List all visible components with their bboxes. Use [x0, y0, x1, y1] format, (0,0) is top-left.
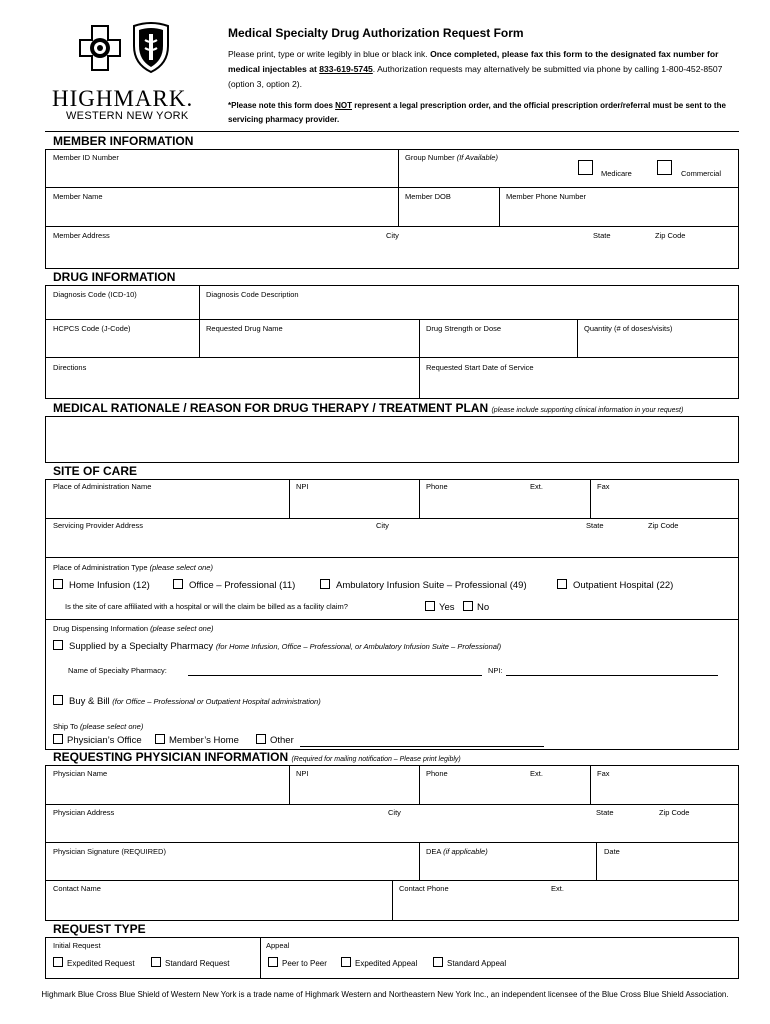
request-section-header	[45, 920, 739, 938]
servicing-zip-label: Zip Code	[648, 521, 679, 530]
member-id-label: Member ID Number	[53, 153, 119, 162]
drug-section-header	[45, 268, 739, 286]
physician-section-title: REQUESTING PHYSICIAN INFORMATION (Required for mailing notification – Please print legibly)	[53, 750, 461, 764]
home-infusion-checkbox[interactable]	[53, 579, 63, 589]
contact-phone-label: Contact Phone	[399, 884, 449, 893]
ship-physician-option[interactable]: Physician’s Office	[53, 734, 142, 746]
peer-to-peer-checkbox[interactable]	[268, 957, 278, 967]
option-specialty-pharmacy[interactable]: Supplied by a Specialty Pharmacy (for Home Infusion, Office – Professional, or Ambulatory Infusion Suite – Professional)	[53, 640, 501, 652]
servicing-state-label: State	[586, 521, 604, 530]
servicing-city-label: City	[376, 521, 389, 530]
yes-checkbox[interactable]	[425, 601, 435, 611]
option-home-infusion[interactable]: Home Infusion (12)	[53, 579, 150, 591]
member-zip-label: Zip Code	[655, 231, 686, 240]
physician-city-label: City	[388, 808, 401, 817]
member-dob-label: Member DOB	[405, 192, 451, 201]
site-section-title: SITE OF CARE	[53, 464, 138, 478]
expedited-request-checkbox[interactable]	[53, 957, 63, 967]
drug-strength-label: Drug Strength or Dose	[426, 324, 502, 333]
medicare-label: Medicare	[601, 169, 632, 178]
specialty-pharmacy-npi-label: NPI:	[488, 666, 503, 675]
place-name-label: Place of Administration Name	[53, 482, 152, 491]
member-section-header	[45, 131, 739, 150]
specialty-pharmacy-name-label: Name of Specialty Pharmacy:	[68, 666, 167, 675]
specialty-pharmacy-npi-field[interactable]	[506, 675, 718, 676]
diagnosis-description-label: Diagnosis Code Description	[206, 290, 299, 299]
member-city-label: City	[386, 231, 399, 240]
start-date-label: Requested Start Date of Service	[426, 363, 534, 372]
site-ext-label: Ext.	[530, 482, 543, 491]
expedited-request-option[interactable]: Expedited Request	[53, 957, 135, 968]
option-buy-bill[interactable]: Buy & Bill (for Office – Professional or Outpatient Hospital administration)	[53, 695, 321, 707]
quantity-label: Quantity (# of doses/visits)	[584, 324, 673, 333]
standard-appeal-checkbox[interactable]	[433, 957, 443, 967]
member-id-field[interactable]	[45, 150, 739, 186]
drug-section-title: DRUG INFORMATION	[53, 270, 176, 284]
member-state-label: State	[593, 231, 611, 240]
facility-no-option[interactable]: No	[463, 601, 489, 613]
physician-signature-label: Physician Signature (REQUIRED)	[53, 847, 166, 856]
standard-appeal-option[interactable]: Standard Appeal	[433, 957, 506, 968]
blue-cross-logo	[78, 24, 122, 74]
office-professional-checkbox[interactable]	[173, 579, 183, 589]
rationale-text-area[interactable]	[45, 417, 739, 462]
facility-yes-option[interactable]: Yes	[425, 601, 455, 613]
contact-name-label: Contact Name	[53, 884, 101, 893]
ambulatory-infusion-checkbox[interactable]	[320, 579, 330, 589]
ship-member-option[interactable]: Member’s Home	[155, 734, 239, 746]
physician-state-label: State	[596, 808, 614, 817]
standard-request-option[interactable]: Standard Request	[151, 957, 230, 968]
dispensing-info-label: Drug Dispensing Information (please select one)	[53, 624, 214, 633]
highmark-logo-wordmark: HIGHMARK.	[52, 86, 194, 111]
footer-disclaimer: Highmark Blue Cross Blue Shield of Western New York is a trade name of Highmark Western and Northeastern New York Inc., an independent licensee of the Blue Cross Blue Shield Association.	[41, 990, 729, 999]
physician-phone-label: Phone	[426, 769, 448, 778]
site-section-header	[45, 462, 739, 480]
no-checkbox[interactable]	[463, 601, 473, 611]
physician-name-label: Physician Name	[53, 769, 108, 778]
blue-shield-logo	[130, 22, 172, 74]
form-instructions: Please print, type or write legibly in blue or black ink. Once completed, please fax this form to the designated fax number for medical injectables at 833-619-5745. Authorization requests may alternatively be submitted via phone by calling 1-800-452-8507 (option 3, option 2).	[228, 49, 723, 89]
expedited-appeal-option[interactable]: Expedited Appeal	[341, 957, 417, 968]
diagnosis-code-label: Diagnosis Code (ICD-10)	[53, 290, 137, 299]
physician-npi-label: NPI	[296, 769, 309, 778]
group-number-label: Group Number (If Available)	[405, 153, 498, 162]
physician-zip-label: Zip Code	[659, 808, 690, 817]
site-phone-label: Phone	[426, 482, 448, 491]
rationale-section-title: MEDICAL RATIONALE / REASON FOR DRUG THERAPY / TREATMENT PLAN (please include supporting clinical information in your request)	[53, 401, 684, 415]
option-ambulatory-infusion[interactable]: Ambulatory Infusion Suite – Professional (49)	[320, 579, 527, 591]
ship-member-checkbox[interactable]	[155, 734, 165, 744]
admin-type-label: Place of Administration Type (please select one)	[53, 563, 213, 572]
ship-other-option[interactable]: Other	[256, 734, 294, 746]
member-address-label: Member Address	[53, 231, 110, 240]
specialty-pharmacy-name-field[interactable]	[188, 675, 482, 676]
outpatient-hospital-checkbox[interactable]	[557, 579, 567, 589]
option-outpatient-hospital[interactable]: Outpatient Hospital (22)	[557, 579, 673, 591]
fax-number-link[interactable]: 833-619-5745	[319, 64, 373, 74]
rationale-section-header	[45, 398, 739, 417]
physician-fax-label: Fax	[597, 769, 610, 778]
request-section-title: REQUEST TYPE	[53, 922, 146, 936]
ship-other-checkbox[interactable]	[256, 734, 266, 744]
ship-other-field[interactable]	[300, 746, 544, 747]
ship-physician-checkbox[interactable]	[53, 734, 63, 744]
option-office-professional[interactable]: Office – Professional (11)	[173, 579, 295, 591]
specialty-pharmacy-checkbox[interactable]	[53, 640, 63, 650]
hcpcs-code-label: HCPCS Code (J-Code)	[53, 324, 131, 333]
initial-request-label: Initial Request	[53, 941, 101, 950]
signature-date-label: Date	[604, 847, 620, 856]
commercial-label: Commercial	[681, 169, 722, 178]
member-section-title: MEMBER INFORMATION	[53, 134, 194, 148]
legal-note: *Please note this form does NOT represent a legal prescription order, and the official prescription order/referral must be sent to the servicing pharmacy provider.	[228, 101, 726, 124]
form-title: Medical Specialty Drug Authorization Request Form	[228, 26, 524, 40]
site-npi-label: NPI	[296, 482, 309, 491]
site-fax-label: Fax	[597, 482, 610, 491]
physician-section-header	[45, 749, 739, 766]
physician-address-label: Physician Address	[53, 808, 115, 817]
facility-claim-question: Is the site of care affiliated with a hospital or will the claim be billed as a facility claim?	[65, 602, 348, 611]
member-phone-label: Member Phone Number	[506, 192, 587, 201]
dea-label: DEA (if applicable)	[426, 847, 488, 856]
appeal-label: Appeal	[266, 941, 290, 950]
member-name-label: Member Name	[53, 192, 103, 201]
physician-ext-label: Ext.	[530, 769, 543, 778]
ship-to-label: Ship To (please select one)	[53, 722, 144, 731]
peer-to-peer-option[interactable]: Peer to Peer	[268, 957, 327, 968]
highmark-logo-region: WESTERN NEW YORK	[66, 110, 189, 122]
servicing-address-label: Servicing Provider Address	[53, 521, 144, 530]
contact-ext-label: Ext.	[551, 884, 564, 893]
expedited-appeal-checkbox[interactable]	[341, 957, 351, 967]
directions-label: Directions	[53, 363, 87, 372]
requested-drug-name-label: Requested Drug Name	[206, 324, 283, 333]
buy-bill-checkbox[interactable]	[53, 695, 63, 705]
standard-request-checkbox[interactable]	[151, 957, 161, 967]
